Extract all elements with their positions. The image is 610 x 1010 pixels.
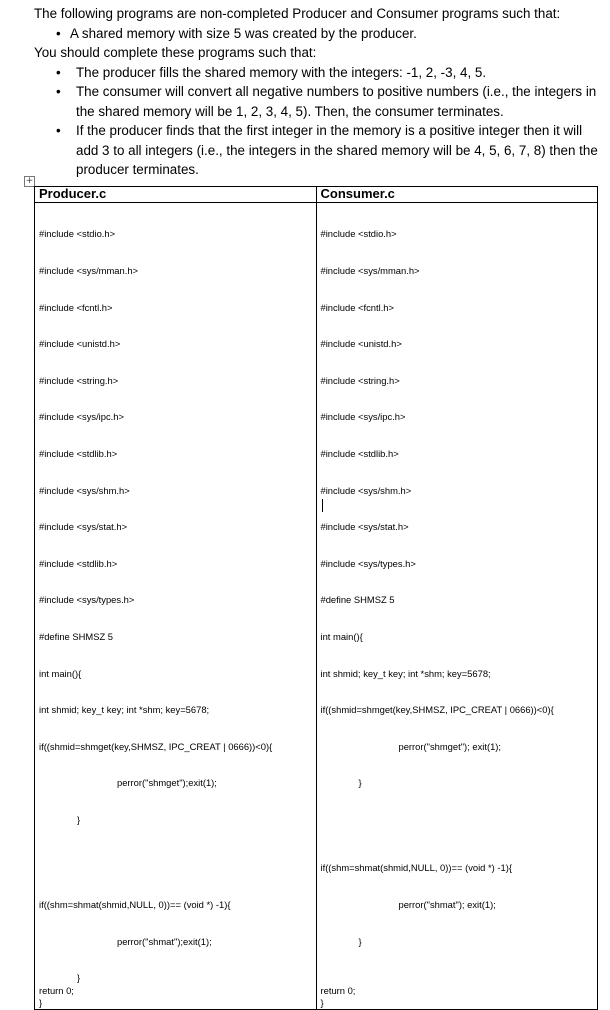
- consumer-code: [317, 203, 598, 972]
- producer-return: [39, 985, 74, 1009]
- code-line: #define SHMSZ 5: [39, 630, 113, 642]
- code-line: #include <stdlib.h>: [39, 557, 118, 569]
- text-cursor: [322, 499, 323, 512]
- code-line: perror("shmat"); exit(1);: [398, 898, 496, 910]
- requirement-item: • The producer fills the shared memory with the integers: -1, 2, -3, 4, 5.: [34, 63, 600, 83]
- intro-line-2: You should complete these programs such that:: [34, 45, 317, 60]
- producer-code: [35, 203, 316, 1009]
- code-line: if((shmid=shmget(key,SHMSZ, IPC_CREAT | 0666))<0){: [320, 704, 554, 716]
- code-spacer: [321, 814, 598, 838]
- code-line: #include <sys/shm.h>: [320, 484, 412, 496]
- code-line: #include <fcntl.h>: [39, 301, 113, 313]
- code-line: }: [358, 777, 362, 789]
- producer-header: Producer.c: [35, 187, 317, 203]
- code-line: }: [77, 972, 81, 984]
- intro-bullets: [34, 24, 600, 44]
- instructions: [34, 4, 600, 180]
- code-line: #include <fcntl.h>: [320, 301, 394, 313]
- code-line: int main(){: [39, 667, 82, 679]
- code-line: #include <stdio.h>: [320, 228, 397, 240]
- code-line: #include <sys/mman.h>: [320, 265, 420, 276]
- code-line: #include <sys/ipc.h>: [320, 411, 406, 423]
- code-line: perror("shmget"); exit(1);: [398, 740, 502, 752]
- code-line: }: [39, 996, 43, 1008]
- code-line: #include <sys/ipc.h>: [39, 411, 124, 423]
- code-line: #include <unistd.h>: [39, 338, 121, 350]
- code-line: #include <sys/types.h>: [320, 557, 416, 569]
- code-line: }: [358, 935, 362, 947]
- code-line: perror("shmget");exit(1);: [117, 777, 217, 789]
- code-line: #include <sys/stat.h>: [320, 521, 409, 533]
- code-line: #include <stdlib.h>: [39, 447, 118, 459]
- code-line: #include <sys/stat.h>: [39, 521, 128, 533]
- consumer-return: [321, 985, 356, 1009]
- code-line: return 0;: [320, 984, 356, 996]
- consumer-header: Consumer.c: [316, 187, 598, 203]
- producer-code-cell[interactable]: [35, 203, 317, 1010]
- requirements-list: [34, 63, 600, 180]
- code-line: #include <stdio.h>: [39, 228, 116, 240]
- code-line: #include <stdlib.h>: [320, 447, 399, 459]
- code-line: #define SHMSZ 5: [320, 594, 395, 606]
- code-line: int main(){: [320, 630, 363, 642]
- code-line: if((shmid=shmget(key,SHMSZ, IPC_CREAT | 0666))<0){: [39, 740, 273, 752]
- code-line: #include <sys/shm.h>: [39, 484, 130, 496]
- code-line: int shmid; key_t key; int *shm; key=5678;: [39, 704, 210, 716]
- code-line: perror("shmat");exit(1);: [117, 935, 212, 947]
- code-table: [34, 186, 598, 1010]
- code-line: }: [77, 813, 81, 825]
- consumer-code-cell[interactable]: [316, 203, 598, 1010]
- code-line: if((shm=shmat(shmid,NULL, 0))== (void *) -1){: [39, 898, 231, 910]
- code-line: #include <sys/types.h>: [39, 594, 135, 606]
- code-line: int shmid; key_t key; int *shm; key=5678;: [320, 667, 491, 679]
- table-move-handle-icon[interactable]: +: [25, 176, 34, 186]
- code-line: #include <sys/mman.h>: [39, 265, 139, 276]
- requirement-item: • The consumer will convert all negative numbers to positive numbers (i.e., the integers in the shared memory will be 1, 2, 3, 4, 5). Then, the consumer terminates.: [34, 82, 600, 121]
- bullet-shared-memory: • A shared memory with size 5 was created by the producer.: [34, 24, 600, 44]
- code-line: if((shm=shmat(shmid,NULL, 0))== (void *) -1){: [320, 862, 512, 874]
- code-line: #include <string.h>: [39, 374, 119, 386]
- code-line: #include <string.h>: [320, 374, 400, 386]
- intro-line-1: The following programs are non-completed Producer and Consumer programs such that:: [34, 6, 561, 21]
- code-line: }: [320, 996, 324, 1008]
- code-spacer: [39, 851, 316, 875]
- code-line: #include <unistd.h>: [320, 338, 402, 350]
- code-line: return 0;: [39, 984, 74, 996]
- requirement-item: • If the producer finds that the first integer in the memory is a positive integer then it will add 3 to all integers (i.e., the integers in the shared memory will be 4, 5, 6, 7, 8) then the producer terminates.: [34, 121, 600, 180]
